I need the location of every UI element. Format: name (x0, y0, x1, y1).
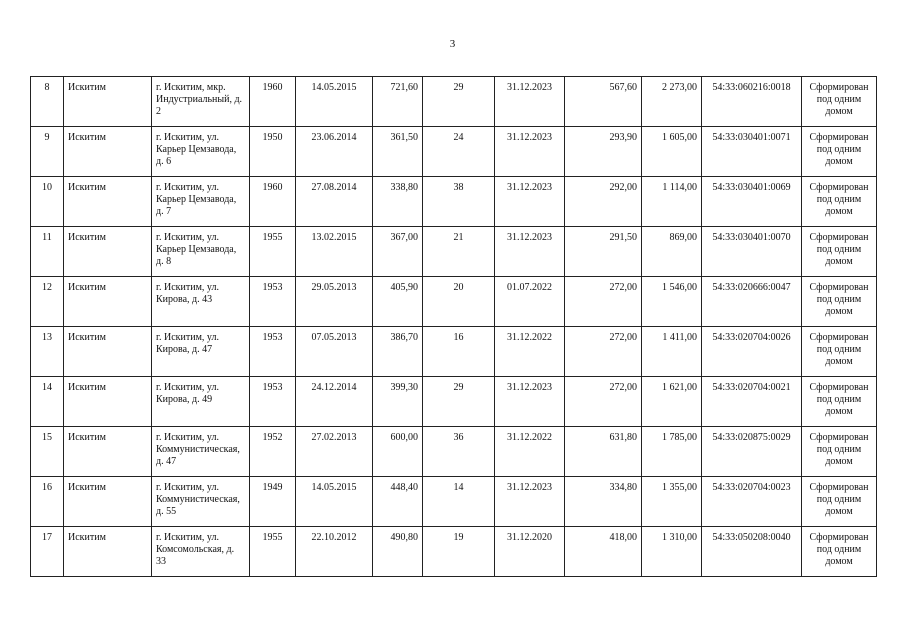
table-row (31, 477, 877, 527)
total-area: 405,90 (373, 277, 423, 327)
land-area: 2 273,00 (642, 77, 702, 127)
address: г. Искитим, ул. Коммунистическая, д. 47 (152, 427, 250, 477)
residents-count: 36 (423, 427, 495, 477)
row-number: 17 (31, 527, 64, 577)
land-area: 1 310,00 (642, 527, 702, 577)
residents-count: 38 (423, 177, 495, 227)
municipality: Искитим (64, 527, 152, 577)
table-row (31, 527, 877, 577)
living-area: 293,90 (565, 127, 642, 177)
municipality: Искитим (64, 377, 152, 427)
land-status-note: Сформирован под одним домом (802, 477, 877, 527)
build-year: 1952 (250, 427, 296, 477)
cadastral-number: 54:33:060216:0018 (702, 77, 802, 127)
table-row (31, 177, 877, 227)
resettlement-deadline: 31.12.2023 (495, 377, 565, 427)
municipality: Искитим (64, 477, 152, 527)
row-number: 14 (31, 377, 64, 427)
living-area: 631,80 (565, 427, 642, 477)
address: г. Искитим, ул. Карьер Цемзавода, д. 8 (152, 227, 250, 277)
build-year: 1953 (250, 327, 296, 377)
row-number: 13 (31, 327, 64, 377)
build-year: 1955 (250, 227, 296, 277)
recognition-date: 22.10.2012 (296, 527, 373, 577)
land-status-note: Сформирован под одним домом (802, 427, 877, 477)
total-area: 490,80 (373, 527, 423, 577)
total-area: 338,80 (373, 177, 423, 227)
cadastral-number: 54:33:020666:0047 (702, 277, 802, 327)
row-number: 11 (31, 227, 64, 277)
living-area: 272,00 (565, 377, 642, 427)
municipality: Искитим (64, 127, 152, 177)
total-area: 721,60 (373, 77, 423, 127)
row-number: 10 (31, 177, 64, 227)
land-area: 1 785,00 (642, 427, 702, 477)
resettlement-deadline: 31.12.2023 (495, 127, 565, 177)
residents-count: 21 (423, 227, 495, 277)
row-number: 12 (31, 277, 64, 327)
cadastral-number: 54:33:020704:0021 (702, 377, 802, 427)
total-area: 448,40 (373, 477, 423, 527)
municipality: Искитим (64, 327, 152, 377)
total-area: 367,00 (373, 227, 423, 277)
page-number: 3 (449, 38, 456, 50)
housing-registry-table (30, 76, 877, 577)
resettlement-deadline: 31.12.2022 (495, 427, 565, 477)
table-row (31, 227, 877, 277)
resettlement-deadline: 31.12.2023 (495, 477, 565, 527)
build-year: 1960 (250, 177, 296, 227)
table-row (31, 277, 877, 327)
cadastral-number: 54:33:030401:0070 (702, 227, 802, 277)
table-row (31, 377, 877, 427)
recognition-date: 07.05.2013 (296, 327, 373, 377)
residents-count: 29 (423, 77, 495, 127)
land-status-note: Сформирован под одним домом (802, 77, 877, 127)
residents-count: 20 (423, 277, 495, 327)
cadastral-number: 54:33:030401:0071 (702, 127, 802, 177)
address: г. Искитим, ул. Карьер Цемзавода, д. 7 (152, 177, 250, 227)
land-status-note: Сформирован под одним домом (802, 177, 877, 227)
land-status-note: Сформирован под одним домом (802, 227, 877, 277)
land-area: 1 355,00 (642, 477, 702, 527)
table-row (31, 127, 877, 177)
municipality: Искитим (64, 77, 152, 127)
land-area: 1 411,00 (642, 327, 702, 377)
residents-count: 16 (423, 327, 495, 377)
resettlement-deadline: 31.12.2020 (495, 527, 565, 577)
recognition-date: 13.02.2015 (296, 227, 373, 277)
table-body (31, 77, 877, 577)
address: г. Искитим, ул. Кирова, д. 49 (152, 377, 250, 427)
living-area: 567,60 (565, 77, 642, 127)
recognition-date: 24.12.2014 (296, 377, 373, 427)
recognition-date: 29.05.2013 (296, 277, 373, 327)
land-area: 869,00 (642, 227, 702, 277)
land-status-note: Сформирован под одним домом (802, 127, 877, 177)
table-row (31, 327, 877, 377)
recognition-date: 27.08.2014 (296, 177, 373, 227)
cadastral-number: 54:33:020875:0029 (702, 427, 802, 477)
recognition-date: 23.06.2014 (296, 127, 373, 177)
living-area: 272,00 (565, 277, 642, 327)
address: г. Искитим, мкр. Индустриальный, д. 2 (152, 77, 250, 127)
build-year: 1949 (250, 477, 296, 527)
land-area: 1 621,00 (642, 377, 702, 427)
residents-count: 19 (423, 527, 495, 577)
row-number: 15 (31, 427, 64, 477)
municipality: Искитим (64, 227, 152, 277)
table-row (31, 427, 877, 477)
living-area: 418,00 (565, 527, 642, 577)
living-area: 334,80 (565, 477, 642, 527)
residents-count: 29 (423, 377, 495, 427)
land-status-note: Сформирован под одним домом (802, 327, 877, 377)
table-row (31, 77, 877, 127)
resettlement-deadline: 31.12.2022 (495, 327, 565, 377)
total-area: 399,30 (373, 377, 423, 427)
residents-count: 14 (423, 477, 495, 527)
land-area: 1 546,00 (642, 277, 702, 327)
municipality: Искитим (64, 177, 152, 227)
recognition-date: 14.05.2015 (296, 77, 373, 127)
build-year: 1960 (250, 77, 296, 127)
land-area: 1 605,00 (642, 127, 702, 177)
build-year: 1953 (250, 277, 296, 327)
resettlement-deadline: 01.07.2022 (495, 277, 565, 327)
residents-count: 24 (423, 127, 495, 177)
living-area: 291,50 (565, 227, 642, 277)
total-area: 386,70 (373, 327, 423, 377)
living-area: 272,00 (565, 327, 642, 377)
recognition-date: 14.05.2015 (296, 477, 373, 527)
address: г. Искитим, ул. Кирова, д. 43 (152, 277, 250, 327)
address: г. Искитим, ул. Коммунистическая, д. 55 (152, 477, 250, 527)
total-area: 600,00 (373, 427, 423, 477)
land-status-note: Сформирован под одним домом (802, 277, 877, 327)
total-area: 361,50 (373, 127, 423, 177)
build-year: 1953 (250, 377, 296, 427)
row-number: 8 (31, 77, 64, 127)
address: г. Искитим, ул. Кирова, д. 47 (152, 327, 250, 377)
land-status-note: Сформирован под одним домом (802, 527, 877, 577)
resettlement-deadline: 31.12.2023 (495, 177, 565, 227)
living-area: 292,00 (565, 177, 642, 227)
address: г. Искитим, ул. Комсомольская, д. 33 (152, 527, 250, 577)
municipality: Искитим (64, 427, 152, 477)
build-year: 1955 (250, 527, 296, 577)
land-area: 1 114,00 (642, 177, 702, 227)
cadastral-number: 54:33:050208:0040 (702, 527, 802, 577)
municipality: Искитим (64, 277, 152, 327)
build-year: 1950 (250, 127, 296, 177)
address: г. Искитим, ул. Карьер Цемзавода, д. 6 (152, 127, 250, 177)
recognition-date: 27.02.2013 (296, 427, 373, 477)
resettlement-deadline: 31.12.2023 (495, 227, 565, 277)
resettlement-deadline: 31.12.2023 (495, 77, 565, 127)
cadastral-number: 54:33:020704:0023 (702, 477, 802, 527)
land-status-note: Сформирован под одним домом (802, 377, 877, 427)
cadastral-number: 54:33:030401:0069 (702, 177, 802, 227)
row-number: 9 (31, 127, 64, 177)
row-number: 16 (31, 477, 64, 527)
cadastral-number: 54:33:020704:0026 (702, 327, 802, 377)
